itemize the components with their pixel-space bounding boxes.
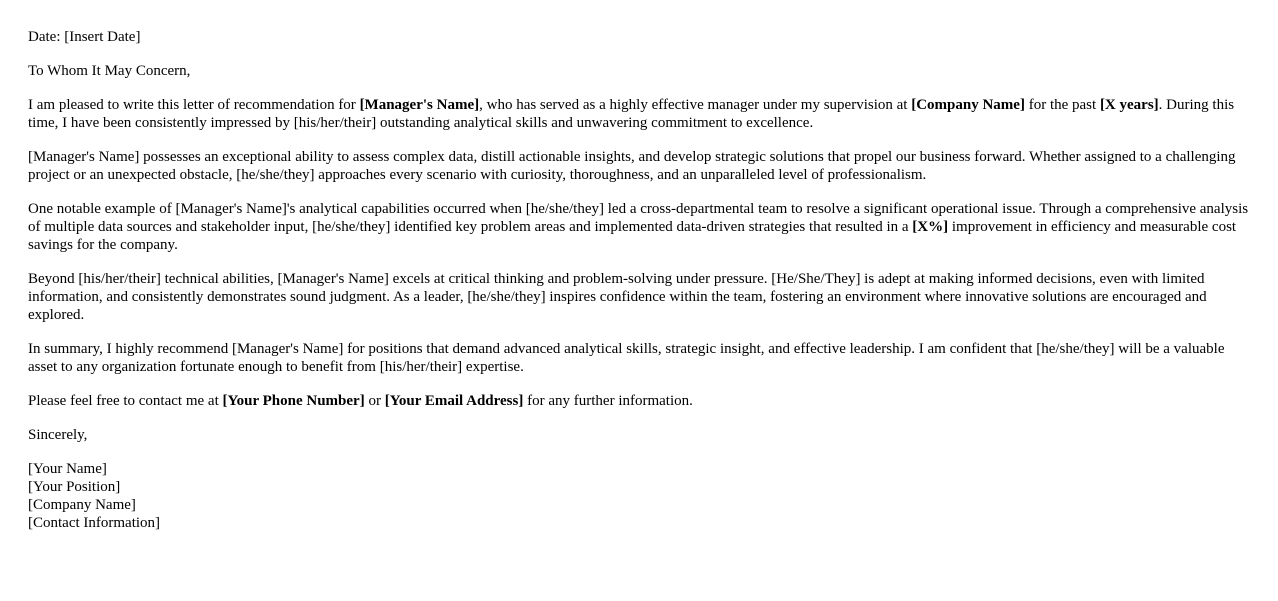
signature-company: [Company Name] [28, 497, 136, 513]
signature-name: [Your Name] [28, 461, 107, 477]
signature-position: [Your Position] [28, 479, 121, 495]
company-name-placeholder: [Company Name] [911, 97, 1025, 113]
percent-placeholder: [X%] [912, 219, 949, 235]
email-placeholder: [Your Email Address] [384, 393, 524, 409]
text-segment: Please feel free to contact me at [28, 393, 223, 409]
text-segment: I am pleased to write this letter of recommendation for [28, 97, 360, 113]
text-segment: for any further information. [523, 393, 693, 409]
text-segment: One notable example of [Manager's Name]'s analytical capabilities occurred when [he/she/they] led a cross-departmental team to resolve a significant operational issue. Through a comprehensive analysis of multiple data sources and stakeholder input, [he/she/they] identified key problem areas and implemented data-driven strategies that resulted in a [28, 201, 1249, 235]
paragraph-intro [28, 96, 1250, 132]
closing: Sincerely, [28, 427, 88, 443]
paragraph-example [28, 200, 1250, 254]
text-segment: improvement in efficiency and measurable cost savings for the company. [28, 219, 1237, 253]
paragraph-leadership: Beyond [his/her/their] technical abilities, [Manager's Name] excels at critical thinking and problem-solving under pressure. [He/She/They] is adept at making informed decisions, even with limited information, and consistently demonstrates sound judgment. As a leader, [he/she/they] inspires confidence within the team, fostering an environment where innovative solutions are encouraged and explored. [28, 271, 1207, 323]
text-segment: or [364, 393, 385, 409]
signature-block [28, 460, 1250, 532]
signature-contact: [Contact Information] [28, 515, 161, 531]
paragraph-abilities: [Manager's Name] possesses an exceptional ability to assess complex data, distill actionable insights, and develop strategic solutions that propel our business forward. Whether assigned to a challenging project or an unexpected obstacle, [he/she/they] approaches every scenario with curiosity, thoroughness, and an unparalleled level of professionalism. [28, 149, 1236, 183]
salutation: To Whom It May Concern, [28, 63, 191, 79]
date-line: Date: [Insert Date] [28, 29, 141, 45]
paragraph-contact [28, 392, 1250, 410]
years-placeholder: [X years] [1099, 97, 1159, 113]
manager-name-placeholder: [Manager's Name] [359, 97, 480, 113]
text-segment: for the past [1024, 97, 1100, 113]
text-segment: , who has served as a highly effective manager under my supervision at [479, 97, 912, 113]
paragraph-summary: In summary, I highly recommend [Manager's Name] for positions that demand advanced analytical skills, strategic insight, and effective leadership. I am confident that [he/she/they] will be a valuable asset to any organization fortunate enough to benefit from [his/her/their] expertise. [28, 341, 1225, 375]
recommendation-letter [28, 28, 1250, 548]
text-segment: . During this time, I have been consistently impressed by [his/her/their] outstanding analytical skills and unwavering commitment to excellence. [28, 97, 1235, 131]
phone-placeholder: [Your Phone Number] [222, 393, 365, 409]
